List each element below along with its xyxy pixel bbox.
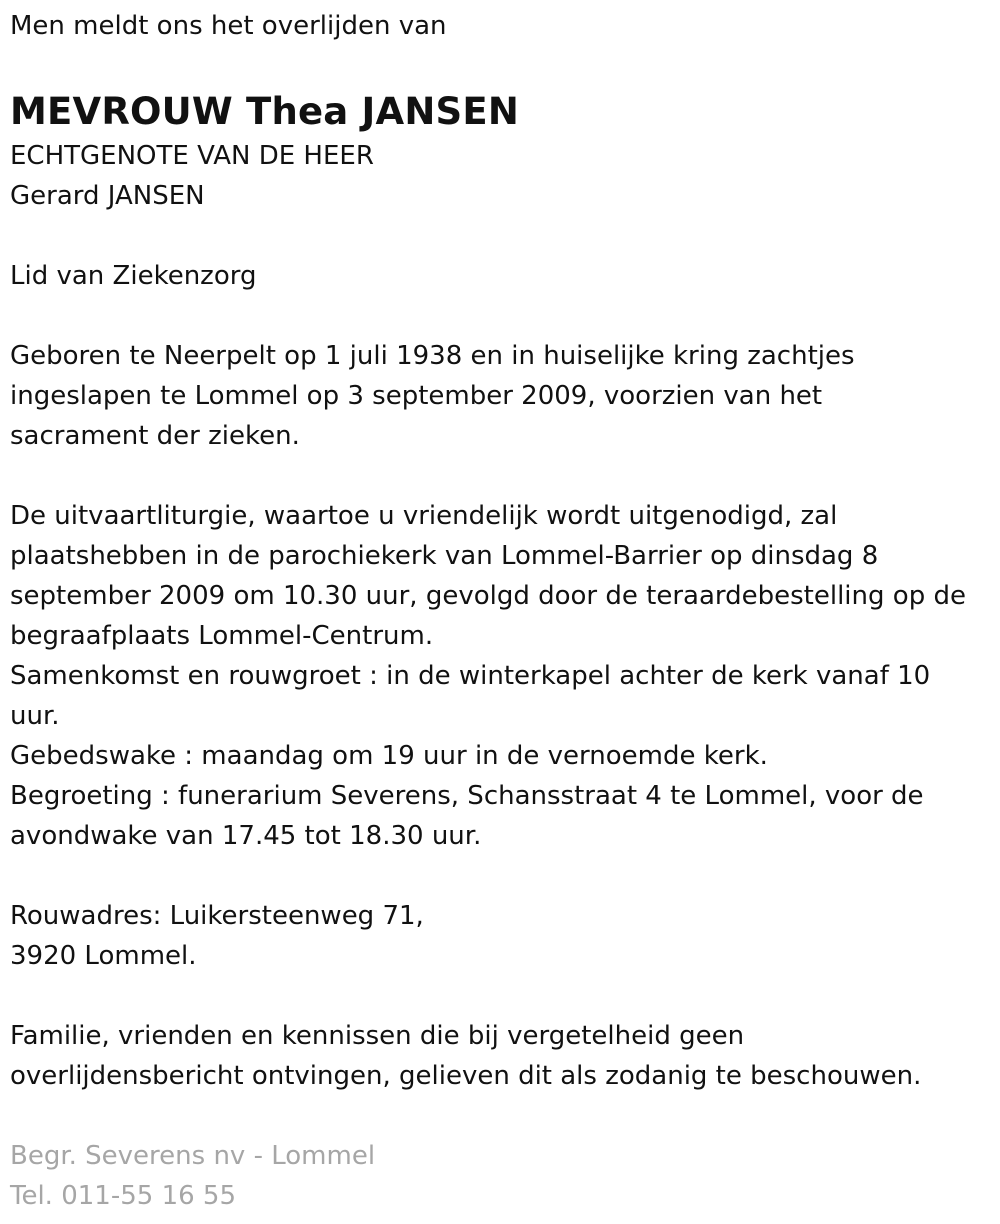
address-line: 3920 Lommel.	[10, 941, 197, 971]
paragraph-line: Gebedswake : maandag om 19 uur in de vernoemde kerk.	[10, 741, 768, 771]
spacer	[10, 46, 990, 86]
spouse-relation: ECHTGENOTE VAN DE HEER	[10, 141, 374, 171]
funeral-home-name: Begr. Severens nv - Lommel	[10, 1141, 376, 1171]
address-line: Rouwadres: Luikersteenweg 71,	[10, 901, 424, 931]
intro-text: Men meldt ons het overlijden van	[10, 11, 447, 41]
spacer	[10, 216, 990, 256]
paragraph-line: sacrament der zieken.	[10, 421, 300, 451]
spacer	[10, 1096, 990, 1136]
paragraph-line: Begroeting : funerarium Severens, Schansstraat 4 te Lommel, voor de	[10, 781, 924, 811]
funeral-paragraph	[10, 496, 990, 856]
funeral-home-footer	[10, 1136, 990, 1216]
paragraph-line: ingeslapen te Lommel op 3 september 2009, voorzien van het	[10, 381, 823, 411]
paragraph-line: begraafplaats Lommel-Centrum.	[10, 621, 434, 651]
spouse-name: Gerard JANSEN	[10, 181, 205, 211]
funeral-home-phone: Tel. 011-55 16 55	[10, 1181, 237, 1211]
birth-death-paragraph	[10, 336, 990, 456]
paragraph-line: september 2009 om 10.30 uur, gevolgd door de teraardebestelling op de	[10, 581, 966, 611]
deceased-name: MEVROUW Thea JANSEN	[10, 90, 519, 133]
paragraph-line: De uitvaartliturgie, waartoe u vriendelijk wordt uitgenodigd, zal	[10, 501, 838, 531]
paragraph-line: Samenkomst en rouwgroet : in de winterkapel achter de kerk vanaf 10	[10, 661, 931, 691]
paragraph-line: overlijdensbericht ontvingen, gelieven dit als zodanig te beschouwen.	[10, 1061, 922, 1091]
paragraph-line: Geboren te Neerpelt op 1 juli 1938 en in huiselijke kring zachtjes	[10, 341, 855, 371]
notice-paragraph	[10, 1016, 990, 1096]
paragraph-line: plaatshebben in de parochiekerk van Lommel-Barrier op dinsdag 8	[10, 541, 879, 571]
spacer	[10, 456, 990, 496]
paragraph-line: uur.	[10, 701, 60, 731]
spacer	[10, 296, 990, 336]
spacer	[10, 976, 990, 1016]
paragraph-line: avondwake van 17.45 tot 18.30 uur.	[10, 821, 482, 851]
paragraph-line: Familie, vrienden en kennissen die bij vergetelheid geen	[10, 1021, 745, 1051]
membership-text: Lid van Ziekenzorg	[10, 261, 257, 291]
mourning-address	[10, 896, 990, 976]
spacer	[10, 856, 990, 896]
